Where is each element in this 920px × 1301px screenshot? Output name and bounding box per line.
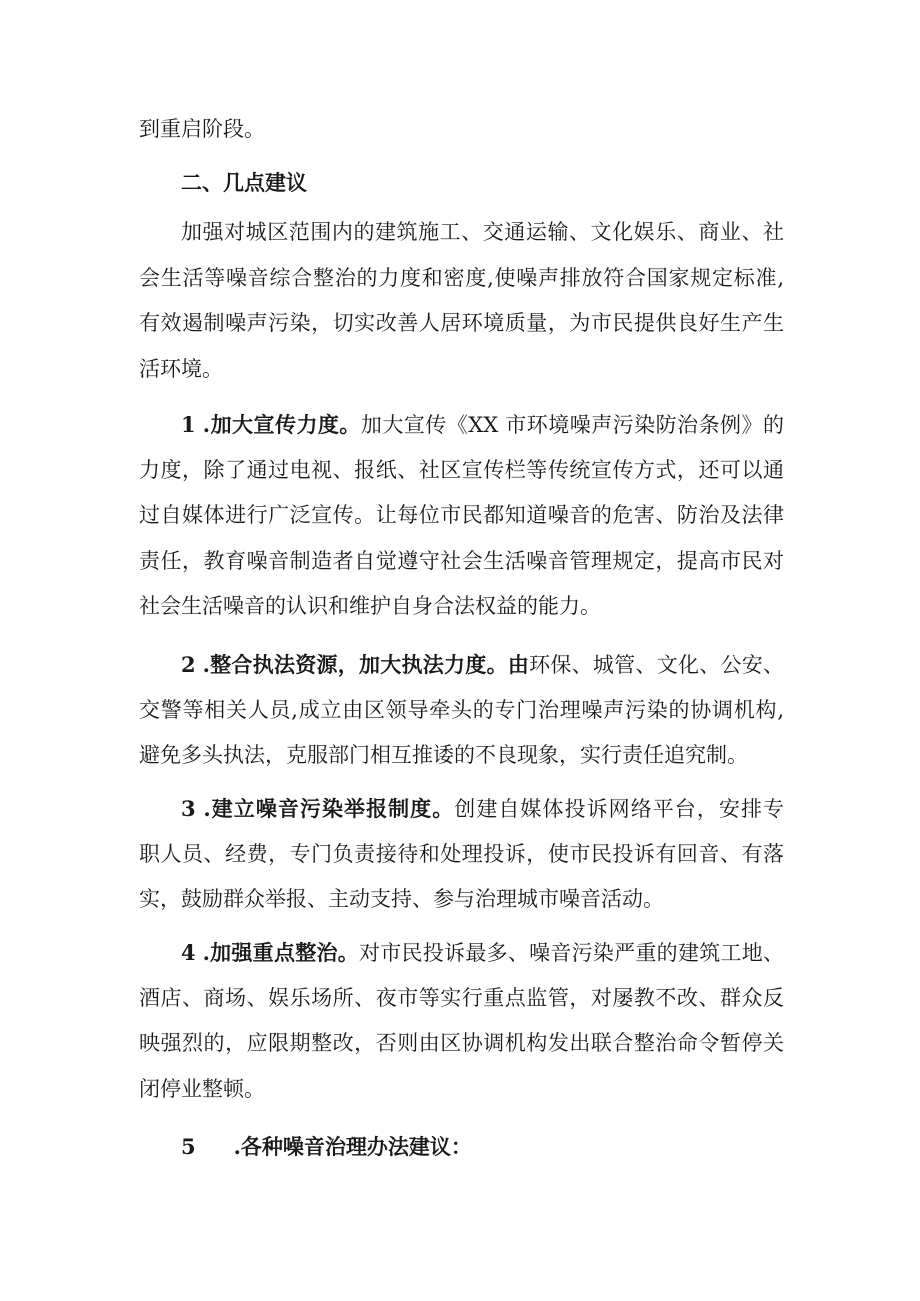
item-5-title: .各种噪音治理办法建议： [233,1134,472,1159]
item-1-title: .加大宣传力度。 [202,412,361,437]
item-2-title: .整合执法资源，加大执法力度。由 [202,652,530,677]
item-1-first-line: 1 .加大宣传力度。加大宣传《XX 市环境噪声污染防治条例》的 [181,412,784,437]
intro-tail-line: 到重启阶段。 [139,117,265,141]
item-5-paragraph [139,1124,784,1170]
section-heading: 二、几点建议 [181,170,307,195]
item-2-paragraph: 2 .整合执法资源，加大执法力度。由环保、城管、文化、公安、 交警等相关人员,成立由区领导牵头的专门治理噪声污染的协调机构, 避免多头执法，克服部门相互推诿的不良现象，实行责任追究制。 [139,642,784,779]
item-4-title: .加强重点整治。 [202,940,359,965]
item-3-paragraph: 3 .建立噪音污染举报制度。创建自媒体投诉网络平台，安排专 职人员、经费，专门负责接待和处理投诉，使市民投诉有回音、有落 实，鼓励群众举报、主动支持、参与治理城市噪音活动。 [139,786,784,923]
item-4-first-line: 4 .加强重点整治。对市民投诉最多、噪音污染严重的建筑工地、 [181,940,785,965]
item-3-first-line: 3 .建立噪音污染举报制度。创建自媒体投诉网络平台，安排专 [181,796,784,821]
item-2-first-line: 2 .整合执法资源，加大执法力度。由环保、城管、文化、公安、 [181,652,785,677]
item-5-line: 5 .各种噪音治理办法建议： [181,1134,472,1159]
item-1-paragraph: 1 .加大宣传力度。加大宣传《XX 市环境噪声污染防治条例》的 力度，除了通过电视、报纸、社区宣传栏等传统宣传方式，还可以通 过自媒体进行广泛宣传。让每位市民都知道噪音的危害、防治及法律 责任，教育噪音制造者自觉遵守社会生活噪音管理规定，提高市民对 社会生活噪音的认识和维护自身合法权益的能力。 [139,402,784,630]
item-4-paragraph: 4 .加强重点整治。对市民投诉最多、噪音污染严重的建筑工地、 酒店、商场、娱乐场所、夜市等实行重点监管，对屡教不改、群众反 映强烈的，应限期整改，否则由区协调机构发出联合整治命令暂停关 闭停业整顿。 [139,930,784,1112]
intro-paragraph: 加强对城区范围内的建筑施工、交通运输、文化娱乐、商业、社 会生活等噪音综合整治的力度和密度,使噪声排放符合国家规定标准, 有效遏制噪声污染，切实改善人居环境质量，为市民提供良好生产生 活环境。 [139,220,784,381]
item-3-title: .建立噪音污染举报制度。 [203,796,455,821]
